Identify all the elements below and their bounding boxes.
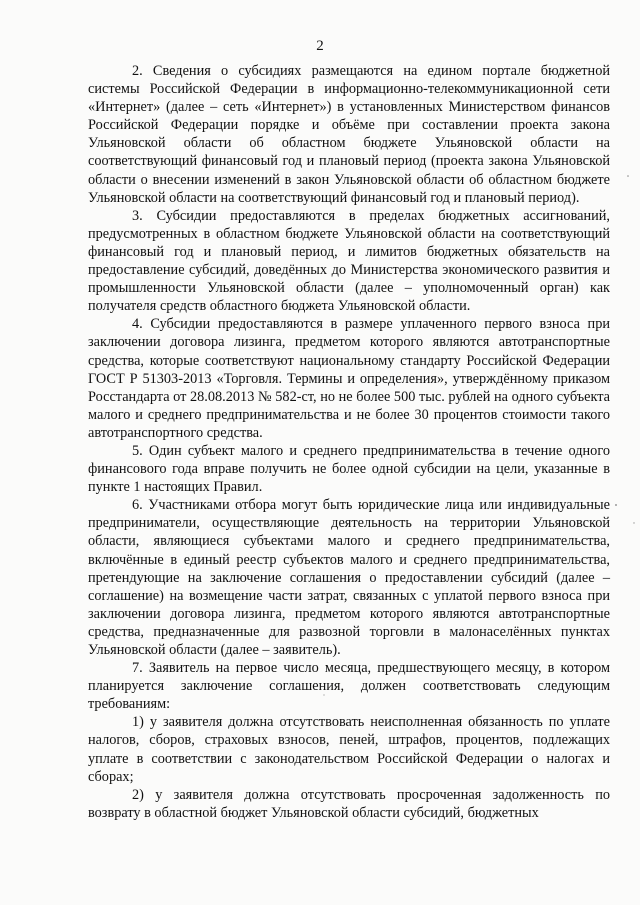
subparagraph-item-1: 1) у заявителя должна отсутствовать неисполненная обязанность по уплате налогов, сборов, страховых взносов, пеней, штрафов, процентов, подлежащих уплате в соответствии с законодательством Российской Федерации о налогах и сборах; [88,714,610,785]
scan-speck [633,522,634,523]
paragraph-item-7: 7. Заявитель на первое число месяца, предшествующего месяцу, в котором планируется заключение соглашения, должен соответствовать следующим требованиям: [88,660,610,713]
paragraph-item-6: 6. Участниками отбора могут быть юридические лица или индивидуальные предприниматели, осуществляющие деятельность на территории Ульяновской области, являющиеся субъектами малого и среднего предпринимательства, включённые в единый реестр субъектов малого и среднего предпринимательства, претендующие на заключение соглашения о предоставлении субсидий (далее – соглашение) на возмещение части затрат, связанных с уплатой первого взноса при заключении договора лизинга, предметом которого являются автотранспортные средства, предназначенные для развозной торговли в малонаселённых пунктах Ульяновской области (далее – заявитель). [88,497,610,658]
scan-speck [615,504,617,506]
document-body [88,62,610,822]
paragraph-item-4: 4. Субсидии предоставляются в размере уплаченного первого взноса при заключении договора лизинга, предметом которого являются автотранспортные средства, которые соответствуют национальному стандарту Российской Федерации ГОСТ Р 51303-2013 «Торговля. Термины и определения», утверждённому приказом Росстандарта от 28.08.2013 № 582-ст, но не более 500 тыс. рублей на одного субъекта малого и среднего предпринимательства и не более 30 процентов стоимости такого автотранспортного средства. [88,316,610,441]
subparagraph-item-2: 2) у заявителя должна отсутствовать просроченная задолженность по возврату в областной бюджет Ульяновской области субсидий, бюджетных [88,786,610,821]
paragraph-item-3: 3. Субсидии предоставляются в пределах бюджетных ассигнований, предусмотренных в областном бюджете Ульяновской области на соответствующий финансовый год и плановый период, и лимитов бюджетных обязательств на предоставление субсидий, доведённых до Министерства экономического развития и промышленности Ульяновской области (далее – уполномоченный орган) как получателя средств областного бюджета Ульяновской области. [88,207,610,315]
paragraph-item-2: 2. Сведения о субсидиях размещаются на едином портале бюджетной системы Российской Федерации в информационно-телекоммуникационной сети «Интернет» (далее – сеть «Интернет») в установленных Министерством финансов Российской Федерации порядке и объёме при составлении проекта закона Ульяновской области об областном бюджете Ульяновской области на соответствующий финансовый год и плановый период (проекта закона Ульяновской области о внесении изменений в закон Ульяновской области об областном бюджете Ульяновской области на соответствующий финансовый год и плановый период). [88,63,610,206]
page-number: 2 [316,38,324,54]
paragraph-item-5: 5. Один субъект малого и среднего предпринимательства в течение одного финансового года вправе получить не более одной субсидии на цели, указанные в пункте 1 настоящих Правил. [88,442,610,496]
scan-speck [627,175,629,177]
